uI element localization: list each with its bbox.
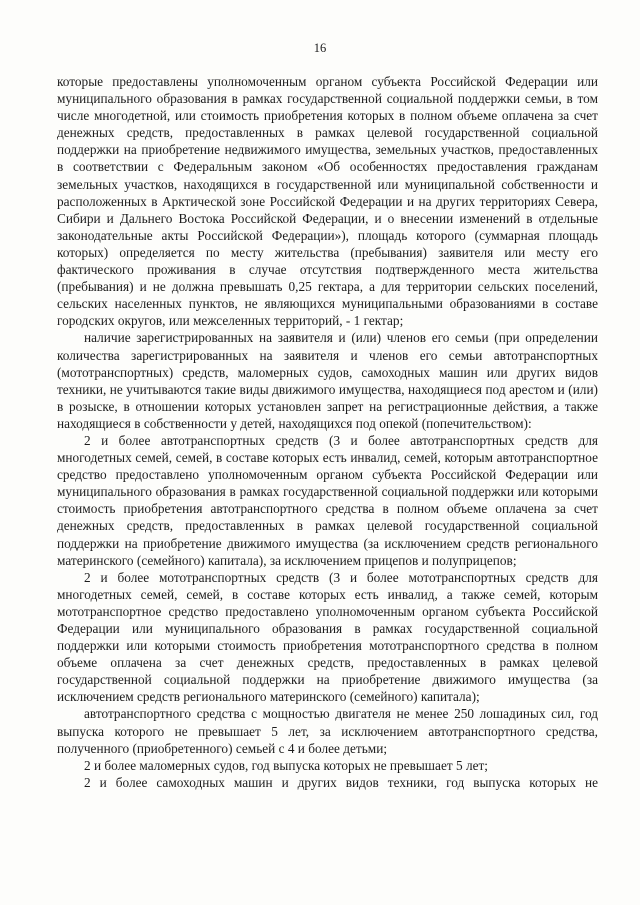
paragraph-land-plot-continuation: которые предоставлены уполномоченным органом субъекта Российской Федерации или муниципального образования в рамках государственной социальной поддержки семьи, в том числе многодетной, или стоимость приобретения которых в полном объеме оплачена за счет денежных средств, предоставленных в рамках целевой государственной социальной поддержки на приобретение недвижимого имущества, земельных участков, предоставленных в соответствии с Федеральным законом «Об особенностях предоставления гражданам земельных участков, находящихся в государственной или муниципальной собственности и расположенных в Арктической зоне Российской Федерации и на других территориях Севера, Сибири и Дальнего Востока Российской Федерации, и о внесении изменений в отдельные законодательные акты Российской Федерации»), площадь которого (суммарная площадь которых) определяется по месту жительства (пребывания) заявителя или месту его фактического проживания в случае отсутствия подтвержденного места жительства (пребывания) и не должна превышать 0,25 гектара, а для территории сельских поселений, сельских населенных пунктов, не являющихся муниципальными образованиями в составе городских округов, или межселенных территорий, - 1 гектар; xyxy=(57,74,598,329)
paragraph-registered-vehicles: наличие зарегистрированных на заявителя и (или) членов его семьи (при определении количества зарегистрированных на заявителя и членов его семьи автотранспортных (мототранспортных) средств, маломерных судов, самоходных машин или других видов техники, не учитываются такие виды движимого имущества, находящиеся под арестом и (или) в розыске, в отношении которых установлен запрет на регистрационные действия, а также находящиеся в собственности у детей, находящихся под опекой (попечительством): xyxy=(57,330,598,431)
document-body xyxy=(57,73,598,791)
page-number: 16 xyxy=(313,41,327,55)
paragraph-automobiles: 2 и более автотранспортных средств (3 и более автотранспортных средств для многодетных семей, семей, в составе которых есть инвалид, семей, которым автотранспортное средство предоставлено уполномоченным органом субъекта Российской Федерации или муниципального образования в рамках государственной социальной поддержки или которыми стоимость приобретения автотранспортного средства в полном объеме оплачена за счет денежных средств, предоставленных в рамках целевой государственной социальной поддержки на приобретение движимого имущества (за исключением средств регионального материнского (семейного) капитала), за исключением прицепов и полуприцепов; xyxy=(57,432,598,568)
paragraph-high-power-vehicle: автотранспортного средства с мощностью двигателя не менее 250 лошадиных сил, год выпуска которого не превышает 5 лет, за исключением автотранспортного средства, полученного (приобретенного) семьей с 4 и более детьми; xyxy=(57,706,598,756)
paragraph-motorcycles: 2 и более мототранспортных средств (3 и более мототранспортных средств для многодетных семей, семей, в составе которых есть инвалид, а также семей, которым мототранспортное средство предоставлено уполномоченным органом субъекта Российской Федерации или муниципального образования в рамках государственной социальной поддержки или которыми стоимость приобретения мототранспортного средства в полном объеме оплачена за счет денежных средств, предоставленных в рамках целевой государственной социальной поддержки на приобретение движимого имущества (за исключением средств регионального материнского (семейного) капитала); xyxy=(57,569,598,705)
paragraph-small-vessels: 2 и более маломерных судов, год выпуска которых не превышает 5 лет; xyxy=(84,757,489,773)
paragraph-self-propelled-machines: 2 и более самоходных машин и других видов техники, год выпуска которых не xyxy=(84,774,598,790)
